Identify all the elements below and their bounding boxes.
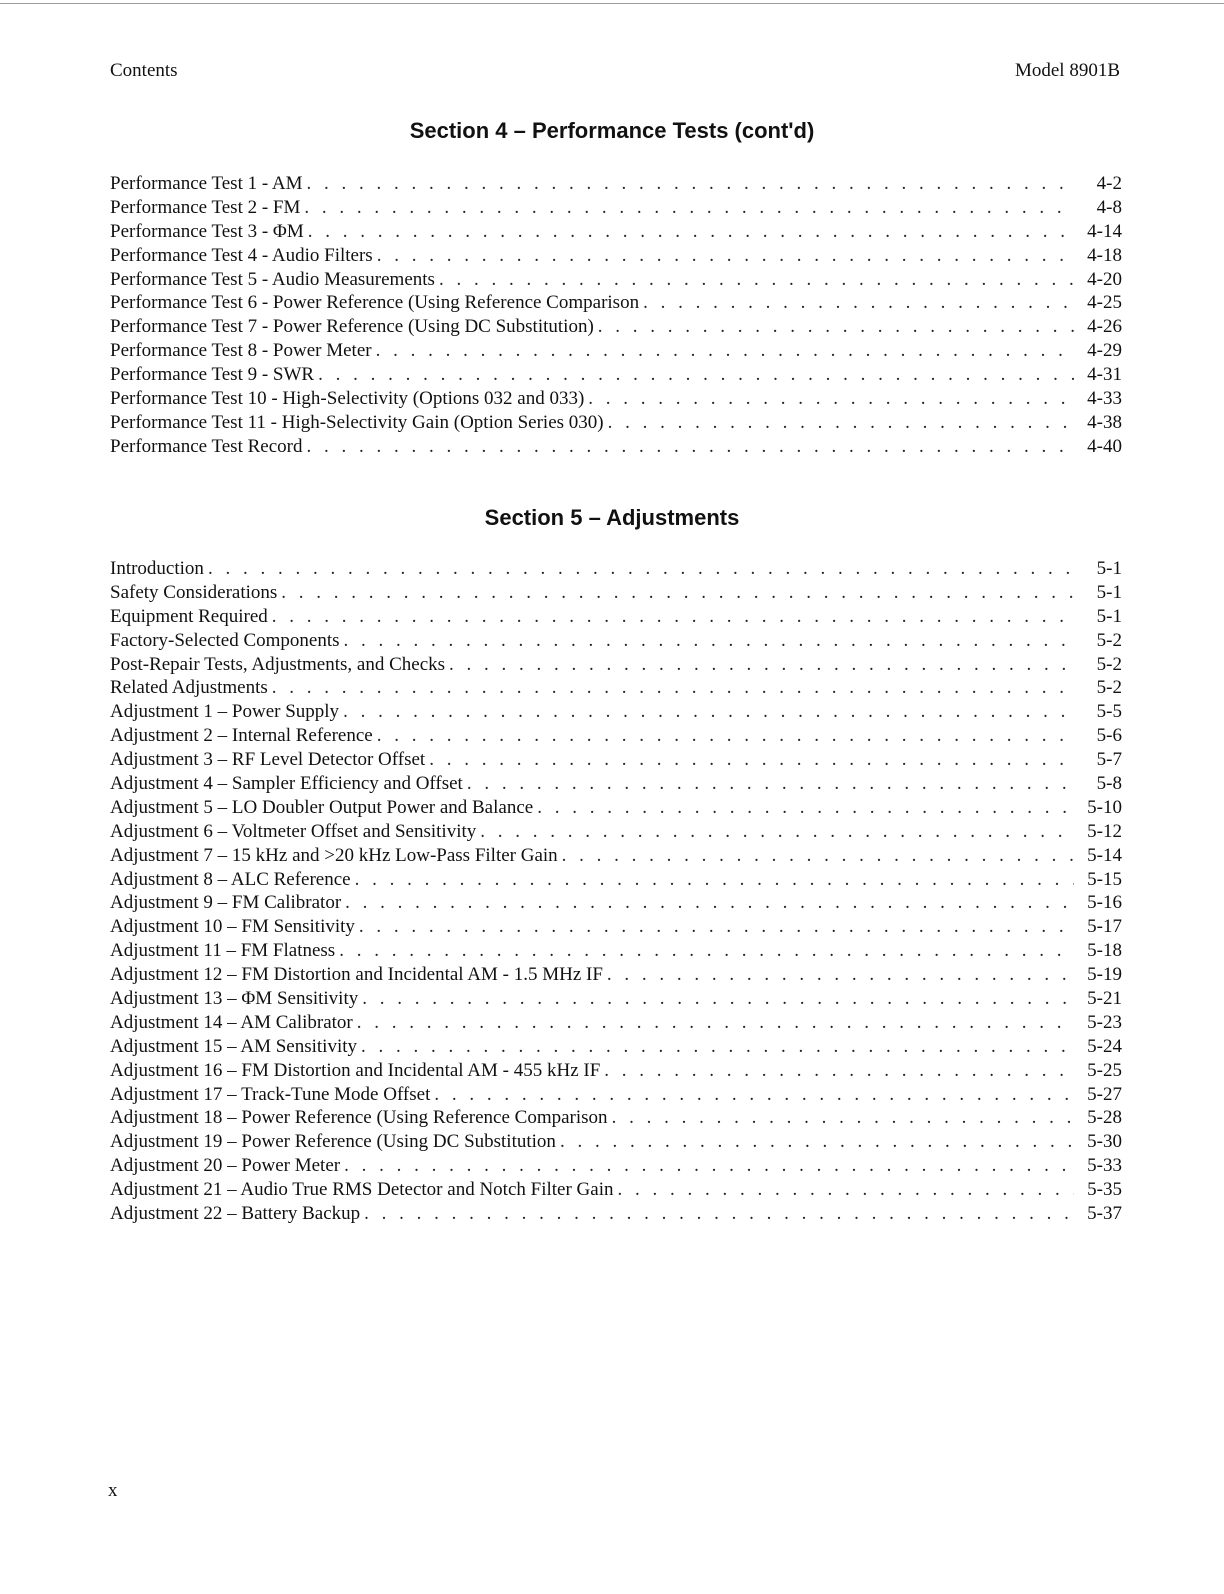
section-5-title: Section 5 – Adjustments [484,505,740,530]
toc-entry[interactable] [110,435,1122,459]
top-rule [0,3,1224,4]
dot-leader [562,844,1074,868]
toc-entry-page: 4-20 [1087,268,1122,290]
toc-entry-label: Adjustment 11 – FM Flatness [110,940,336,962]
dot-leader [588,387,1074,411]
dot-leader [429,748,1074,772]
toc-entry[interactable] [110,891,1122,915]
toc-entry-label: Adjustment 21 – Audio True RMS Detector and Notch Filter Gain [110,1179,614,1201]
toc-entry-page: 5-21 [1087,988,1122,1010]
toc-entry[interactable] [110,1202,1122,1226]
dot-leader [362,987,1074,1011]
toc-entry-page: 5-27 [1087,1083,1122,1105]
toc-entry-page: 5-8 [1096,773,1122,795]
dot-leader [377,724,1074,748]
toc-entry[interactable] [110,220,1122,244]
toc-entry-page: 5-5 [1096,701,1122,723]
toc-entry-label: Adjustment 3 – RF Level Detector Offset [110,749,426,771]
dot-leader [272,676,1074,700]
toc-entry[interactable] [110,605,1122,629]
running-header-left: Contents [110,60,178,81]
toc-entry-page: 5-2 [1096,629,1122,651]
toc-entry-label: Adjustment 10 – FM Sensitivity [110,916,355,938]
toc-entry-page: 4-40 [1087,435,1122,457]
toc-entry-label: Adjustment 15 – AM Sensitivity [110,1035,358,1057]
toc-entry[interactable] [110,987,1122,1011]
toc-entry-label: Adjustment 1 – Power Supply [110,701,340,723]
toc-entry-page: 5-7 [1096,749,1122,771]
toc-entry[interactable] [110,581,1122,605]
toc-entry[interactable] [110,1011,1122,1035]
dot-leader [598,315,1074,339]
section-4-title: Section 4 – Performance Tests (cont'd) [409,118,815,143]
toc-entry-label: Adjustment 7 – 15 kHz and >20 kHz Low-Pass Filter Gain [110,844,558,866]
dot-leader [343,700,1074,724]
toc-entry[interactable] [110,196,1122,220]
toc-entry[interactable] [110,868,1122,892]
dot-leader [364,1202,1074,1226]
toc-entry-label: Adjustment 8 – ALC Reference [110,868,351,890]
dot-leader [439,268,1074,292]
running-header-right: Model 8901B [1014,60,1120,81]
toc-entry-label: Adjustment 6 – Voltmeter Offset and Sensitivity [110,820,477,842]
toc-entry-page: 4-26 [1087,316,1122,338]
toc-entry-label: Related Adjustments [110,677,268,699]
toc-entry-page: 5-33 [1087,1155,1122,1177]
dot-leader [344,1154,1074,1178]
toc-entry[interactable] [110,339,1122,363]
dot-leader [308,220,1074,244]
dot-leader [345,891,1074,915]
toc-entry[interactable] [110,363,1122,387]
toc-entry-label: Adjustment 18 – Power Reference (Using Reference Comparison [110,1107,608,1129]
dot-leader [449,653,1074,677]
toc-entry-page: 4-31 [1087,364,1122,386]
toc-entry-page: 4-14 [1087,220,1122,242]
dot-leader [434,1083,1074,1107]
dot-leader [357,1011,1074,1035]
toc-entry[interactable] [110,1106,1122,1130]
toc-entry-label: Adjustment 16 – FM Distortion and Incidental AM - 455 kHz IF [110,1059,601,1081]
toc-entry-label: Adjustment 2 – Internal Reference [110,725,373,747]
toc-entry-page: 4-33 [1087,388,1122,410]
toc-entry-page: 5-12 [1087,820,1122,842]
toc-entry-label: Adjustment 5 – LO Doubler Output Power and Balance [110,796,534,818]
page-folio: x [108,1480,118,1501]
section-5-toc [110,557,1122,1226]
toc-entry-page: 5-1 [1096,558,1122,579]
toc-entry[interactable] [110,915,1122,939]
toc-entry[interactable] [110,820,1122,844]
dot-leader [612,1106,1074,1130]
toc-entry[interactable] [110,1059,1122,1083]
toc-entry-label: Performance Test 9 - SWR [110,364,315,386]
toc-entry-page: 4-25 [1087,292,1122,314]
toc-entry-page: 5-35 [1087,1179,1122,1201]
dot-leader [304,196,1074,220]
toc-entry-label: Adjustment 22 – Battery Backup [110,1203,361,1225]
dot-leader [359,915,1074,939]
toc-entry[interactable] [110,315,1122,339]
toc-entry-label: Performance Test Record [110,435,303,457]
toc-entry-label: Introduction [110,558,204,579]
toc-entry-label: Post-Repair Tests, Adjustments, and Checks [110,653,446,675]
toc-entry-label: Performance Test 4 - Audio Filters [110,244,373,266]
toc-entry-page: 5-19 [1087,964,1122,986]
toc-entry-label: Adjustment 4 – Sampler Efficiency and Offset [110,773,463,795]
toc-entry[interactable] [110,1154,1122,1178]
toc-entry[interactable] [110,1178,1122,1202]
dot-leader [560,1130,1074,1154]
toc-entry[interactable] [110,387,1122,411]
toc-entry-label: Performance Test 5 - Audio Measurements [110,268,435,290]
dot-leader [272,605,1074,629]
toc-entry[interactable] [110,653,1122,677]
toc-entry[interactable] [110,844,1122,868]
toc-entry-label: Safety Considerations [110,581,278,603]
toc-entry[interactable] [110,939,1122,963]
dot-leader [344,629,1074,653]
toc-entry-page: 4-29 [1087,340,1122,362]
toc-entry-page: 5-14 [1087,844,1122,866]
toc-entry-page: 5-24 [1087,1035,1122,1057]
toc-entry[interactable] [110,724,1122,748]
toc-entry[interactable] [110,796,1122,820]
dot-leader [480,820,1074,844]
toc-entry-page: 5-17 [1087,916,1122,938]
dot-leader [355,868,1074,892]
dot-leader [376,339,1074,363]
dot-leader [643,291,1074,315]
section-4-toc [110,172,1122,459]
toc-entry-label: Performance Test 10 - High-Selectivity (Options 032 and 033) [110,388,585,410]
toc-entry-page: 4-2 [1096,173,1122,194]
toc-entry-page: 5-1 [1096,605,1122,627]
dot-leader [607,963,1074,987]
toc-entry[interactable] [110,1083,1122,1107]
toc-entry[interactable] [110,557,1122,581]
toc-entry-page: 4-38 [1087,411,1122,433]
toc-entry-page: 5-2 [1096,653,1122,675]
toc-entry-label: Performance Test 6 - Power Reference (Using Reference Comparison [110,292,640,314]
dot-leader [617,1178,1074,1202]
toc-entry[interactable] [110,1130,1122,1154]
toc-entry-label: Performance Test 2 - FM [110,196,301,218]
toc-entry[interactable] [110,268,1122,292]
toc-entry-page: 5-16 [1087,892,1122,914]
toc-entry-label: Performance Test 8 - Power Meter [110,340,372,362]
dot-leader [361,1035,1074,1059]
dot-leader [537,796,1074,820]
toc-entry-page: 5-23 [1087,1011,1122,1033]
toc-entry-page: 5-6 [1096,725,1122,747]
toc-entry-page: 5-37 [1087,1203,1122,1225]
toc-entry-label: Adjustment 12 – FM Distortion and Incidental AM - 1.5 MHz IF [110,964,603,986]
toc-entry-label: Adjustment 17 – Track-Tune Mode Offset [110,1083,431,1105]
toc-entry-page: 5-1 [1096,581,1122,603]
toc-entry-label: Adjustment 9 – FM Calibrator [110,892,342,914]
toc-entry-page: 5-2 [1096,677,1122,699]
dot-leader [318,363,1074,387]
toc-entry-page: 5-25 [1087,1059,1122,1081]
dot-leader [608,411,1074,435]
toc-entry-label: Equipment Required [110,605,268,627]
toc-entry-page: 5-30 [1087,1131,1122,1153]
toc-entry-label: Performance Test 11 - High-Selectivity Gain (Option Series 030) [110,411,604,433]
toc-entry-label: Adjustment 13 – ΦM Sensitivity [110,988,359,1010]
dot-leader [467,772,1074,796]
dot-leader [377,244,1074,268]
toc-entry-page: 4-8 [1096,196,1122,218]
toc-entry[interactable] [110,172,1122,196]
dot-leader [307,172,1075,196]
toc-entry[interactable] [110,963,1122,987]
dot-leader [281,581,1074,605]
toc-entry[interactable] [110,291,1122,315]
toc-entry[interactable] [110,748,1122,772]
toc-entry[interactable] [110,700,1122,724]
toc-entry-page: 5-15 [1087,868,1122,890]
toc-entry-page: 5-28 [1087,1107,1122,1129]
toc-entry[interactable] [110,411,1122,435]
toc-entry-label: Performance Test 7 - Power Reference (Using DC Substitution) [110,316,594,338]
toc-entry-label: Adjustment 14 – AM Calibrator [110,1011,353,1033]
toc-entry[interactable] [110,629,1122,653]
toc-entry[interactable] [110,1035,1122,1059]
toc-entry-label: Performance Test 3 - ΦM [110,220,304,242]
dot-leader [604,1059,1074,1083]
toc-entry-label: Performance Test 1 - AM [110,173,303,194]
toc-entry-label: Adjustment 20 – Power Meter [110,1155,341,1177]
toc-entry-page: 5-10 [1087,796,1122,818]
dot-leader [208,557,1074,581]
toc-entry[interactable] [110,244,1122,268]
toc-entry-label: Adjustment 19 – Power Reference (Using DC Substitution [110,1131,556,1153]
toc-entry-page: 4-18 [1087,244,1122,266]
toc-entry[interactable] [110,676,1122,700]
dot-leader [306,435,1074,459]
dot-leader [339,939,1074,963]
toc-entry-page: 5-18 [1087,940,1122,962]
toc-entry[interactable] [110,772,1122,796]
toc-entry-label: Factory-Selected Components [110,629,340,651]
